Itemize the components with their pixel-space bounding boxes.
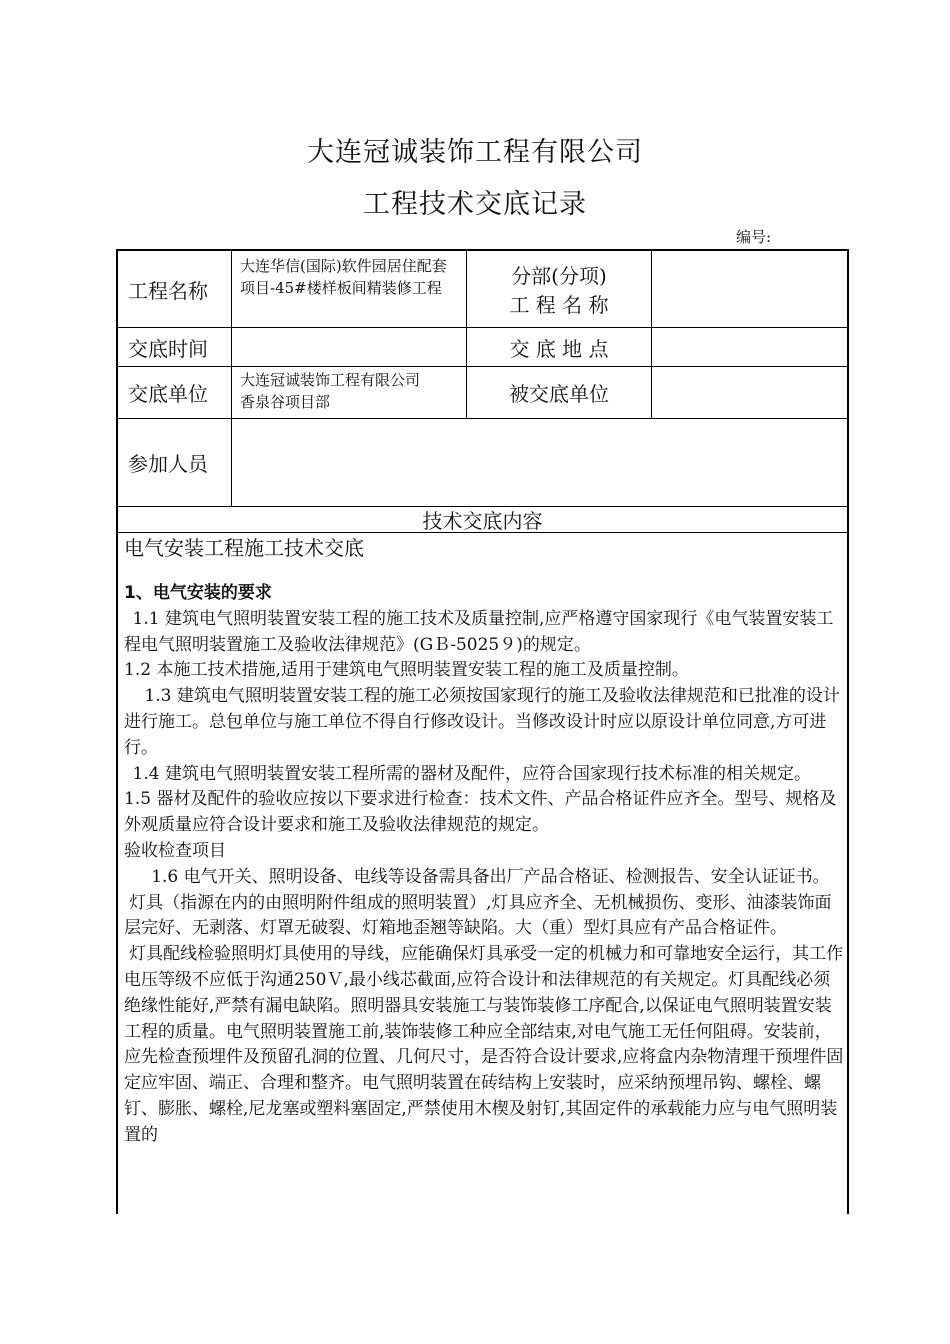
serial-number-label: 编号: <box>736 228 772 246</box>
unit-value-line2: 香泉谷项目部 <box>240 393 331 411</box>
time-value[interactable] <box>232 328 466 366</box>
paragraph: 1.4 建筑电气照明装置安装工程所需的器材及配件，应符合国家现行技术标准的相关规定。 <box>132 763 811 784</box>
content-heading: 电气安装工程施工技术交底 <box>124 536 364 560</box>
receiver-value[interactable] <box>652 367 847 418</box>
attendees-value[interactable] <box>232 419 847 506</box>
paragraph: 灯具（指源在内的由照明附件组成的照明装置）,灯具应齐全、无机械损伤、变形、油漆装饰面层完好、无剥落、灯罩无破裂、灯箱地歪翘等缺陷。大（重）型灯具应有产品合格证件。 <box>124 892 832 939</box>
paragraph: 灯具配线检验照明灯具使用的导线，应能确保灯具承受一定的机械力和可靠地安全运行，其工作电压等级不应低于沟通250Ｖ,最小线芯截面,应符合设计和法律规范的有关规定。灯具配线必须绝缘性能好,严禁有漏电缺陷。照明器具安装施工与装饰装修工序配合,以保证电气照明装置安装工程的质量。电气照明装置施工前,装饰装修工种应全部结束,对电气施工无任何阻碍。安装前，应先检查预埋件及预留孔洞的位置、几何尺寸，是否符合设计要求,应将盒内杂物清理干预埋件固定应牢固、端正、合理和整齐。电气照明装置在砖结构上安装时，应采纳预埋吊钩、螺栓、螺钉、膨胀、螺栓,尼龙塞或塑料塞固定,严禁使用木楔及射钉,其固定件的承载能力应与电气照明装置的 <box>124 944 844 1145</box>
record-table <box>116 249 849 1214</box>
company-title: 大连冠诚装饰工程有限公司 <box>307 137 643 168</box>
paragraph: 1.3 建筑电气照明装置安装工程的施工必须按国家现行的施工及验收法律规范和已批准的设计进行施工。总包单位与施工单位不得自行修改设计。当修改设计时应以原设计单位同意,方可进行。 <box>124 686 840 758</box>
receiver-label: 被交底单位 <box>509 382 609 406</box>
unit-value <box>232 367 466 418</box>
paragraph: 1.1 建筑电气照明装置安装工程的施工技术及质量控制,应严格遵守国家现行《电气装置安装工程电气照明装置施工及验收法律规范》(GＢ-5025９)的规定。 <box>124 608 834 655</box>
unit-value-line1: 大连冠诚装饰工程有限公司 <box>240 371 421 389</box>
content-body <box>124 535 845 1149</box>
project-name-value: 大连华信(国际)软件园居住配套项目-45#楼样板间精装修工程 <box>240 257 447 297</box>
section-heading: 1、电气安装的要求 <box>124 583 272 603</box>
paragraph: 1.6 电气开关、照明设备、电线等设备需具备出厂产品合格证、检测报告、安全认证证书。 <box>151 866 830 887</box>
unit-label: 交底单位 <box>128 382 208 406</box>
time-label: 交底时间 <box>128 336 208 361</box>
content-header: 技术交底内容 <box>422 509 543 532</box>
sub-project-label-line2: 工 程 名 称 <box>509 293 609 317</box>
paragraph: 1.5 器材及配件的验收应按以下要求进行检查：技术文件、产品合格证件应齐全。型号、规格及外观质量应符合设计要求和施工及验收法律规范的规定。 <box>124 789 837 836</box>
place-label: 交 底 地 点 <box>509 336 609 361</box>
paragraph: 1.2 本施工技术措施,适用于建筑电气照明装置安装工程的施工及质量控制。 <box>124 660 689 681</box>
divider <box>118 532 847 533</box>
paragraph: 验收检查项目 <box>124 840 226 861</box>
sub-project-label-line1: 分部(分项) <box>511 264 607 288</box>
sub-project-label <box>467 251 651 327</box>
project-name-label: 工程名称 <box>128 278 208 303</box>
attendees-label: 参加人员 <box>128 452 208 476</box>
document-title: 工程技术交底记录 <box>363 189 587 220</box>
place-value[interactable] <box>652 328 847 366</box>
sub-project-value[interactable] <box>652 251 847 327</box>
